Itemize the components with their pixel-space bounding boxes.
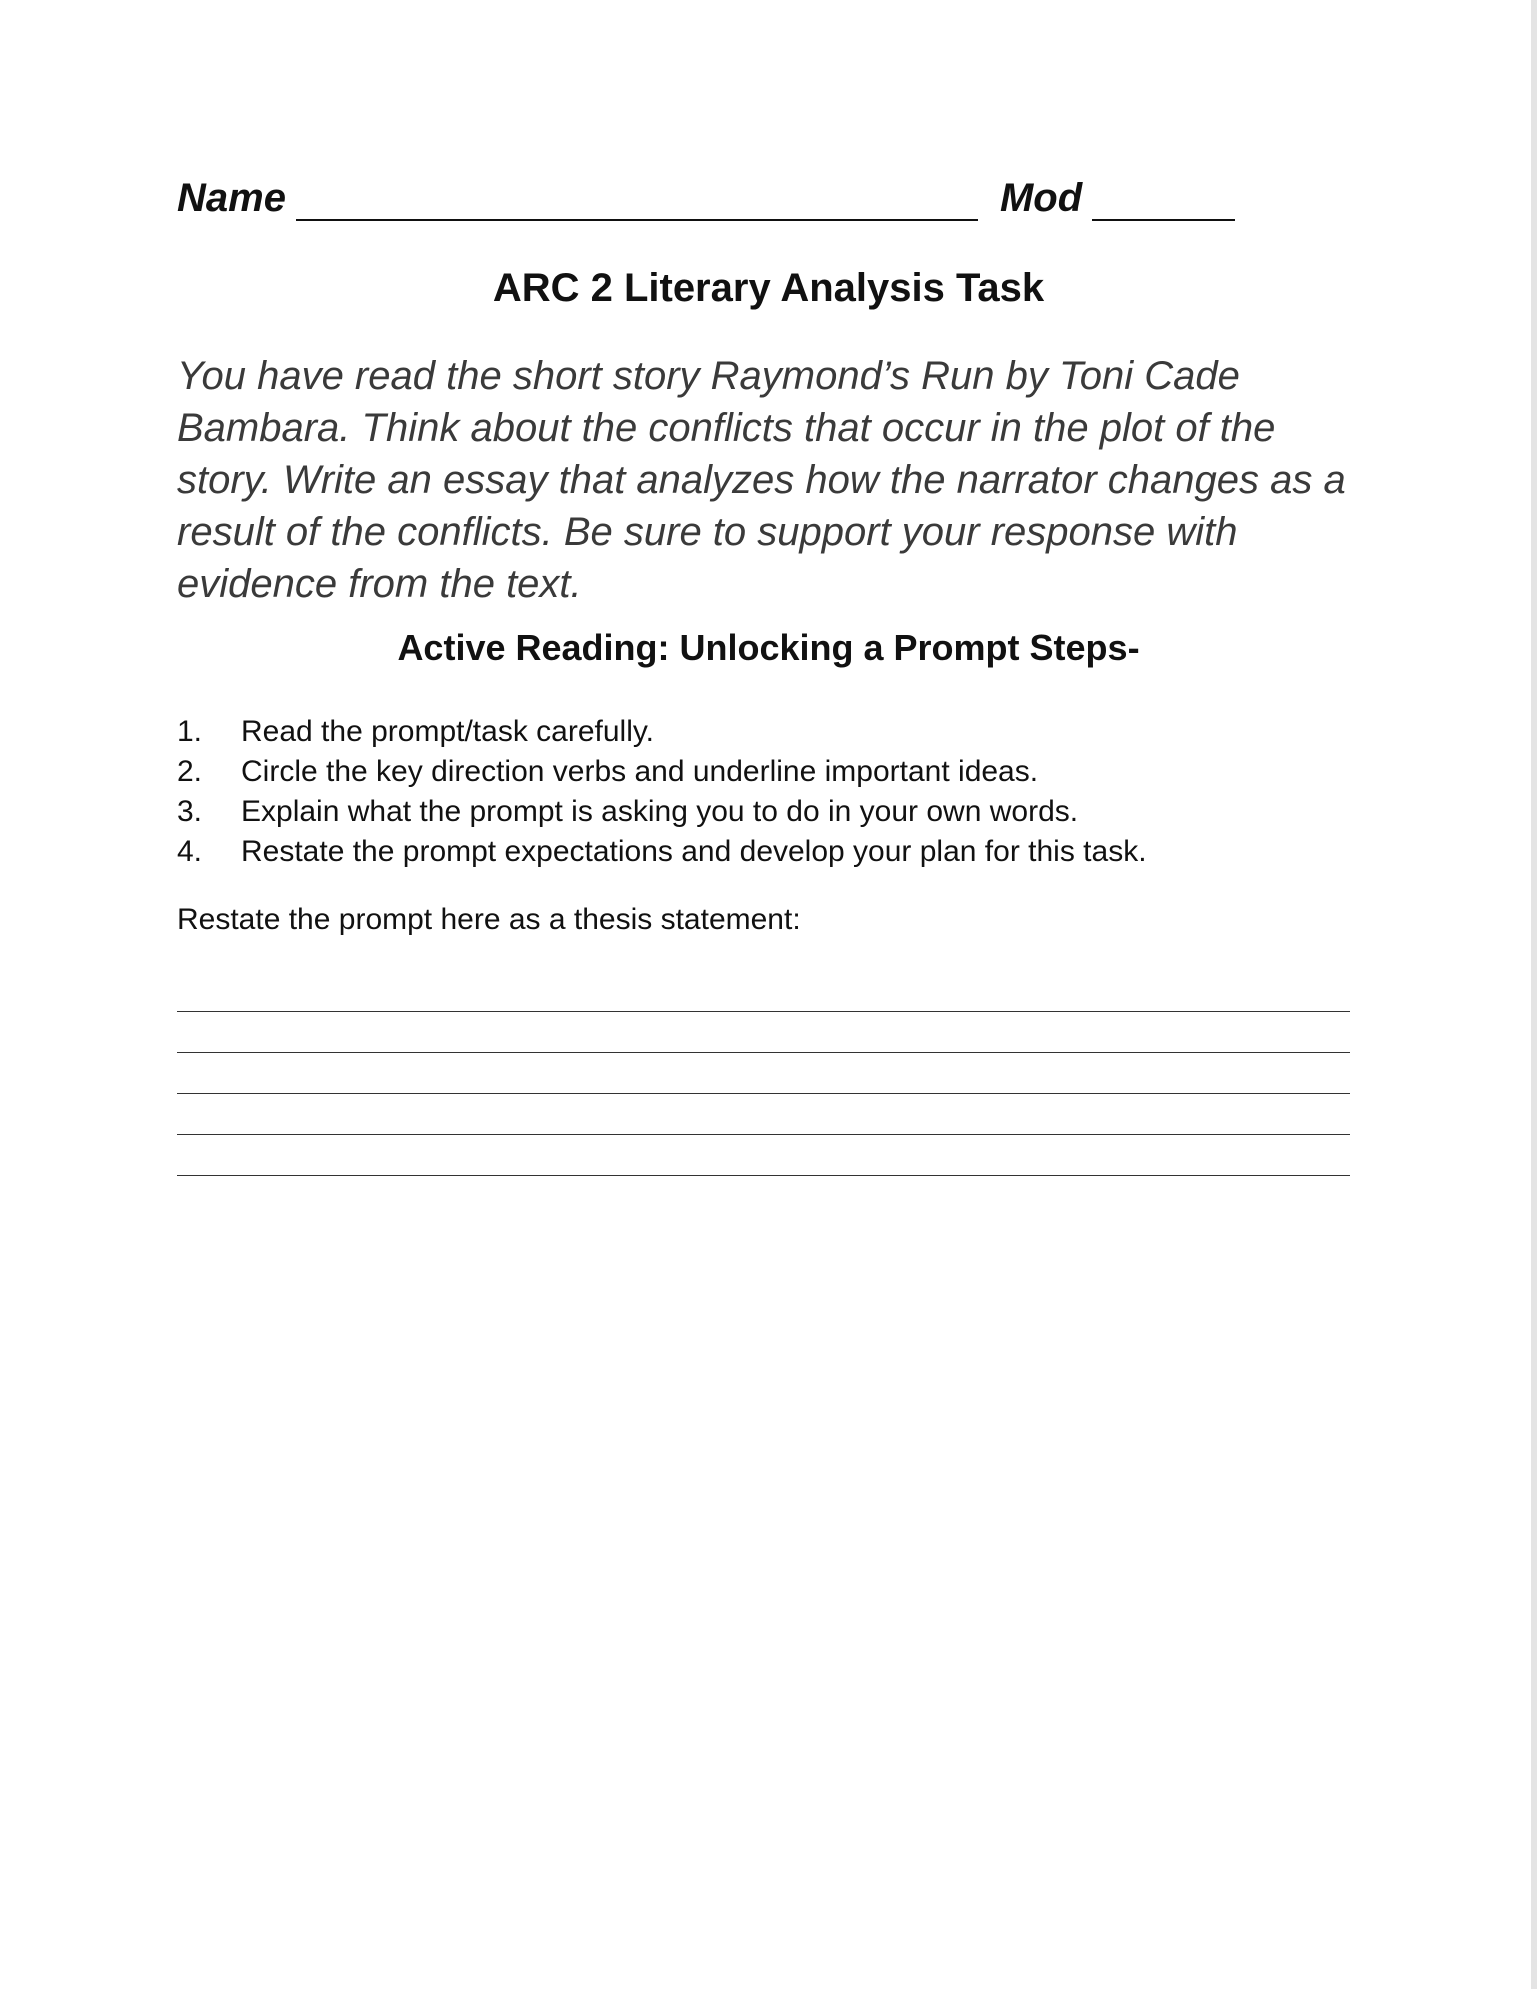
page-title: ARC 2 Literary Analysis Task bbox=[492, 266, 1045, 310]
steps-list bbox=[177, 712, 1327, 872]
step-number: 3. bbox=[177, 795, 203, 828]
step-number: 2. bbox=[177, 755, 203, 788]
list-item bbox=[177, 712, 1327, 752]
step-text: Circle the key direction verbs and underline important ideas. bbox=[241, 755, 1039, 788]
step-text: Explain what the prompt is asking you to do in your own words. bbox=[241, 795, 1079, 828]
header-line bbox=[177, 176, 1237, 236]
mod-label: Mod bbox=[999, 176, 1083, 220]
name-label: Name bbox=[177, 176, 286, 220]
task-prompt: You have read the short story Raymond’s Run by Toni Cade Bambara. Think about the conflicts that occur in the plot of the story. Write an essay that analyzes how the narrator changes as a result of the conflicts. Be sure to support your response with evidence from the text. bbox=[177, 354, 1346, 606]
thesis-prompt-label: Restate the prompt here as a thesis statement: bbox=[177, 903, 801, 936]
name-blank[interactable] bbox=[296, 183, 978, 221]
step-text: Restate the prompt expectations and develop your plan for this task. bbox=[241, 835, 1147, 868]
step-text: Read the prompt/task carefully. bbox=[241, 715, 654, 748]
thesis-writing-line[interactable] bbox=[177, 1052, 1350, 1053]
mod-blank[interactable] bbox=[1092, 183, 1235, 221]
steps-heading: Active Reading: Unlocking a Prompt Steps- bbox=[397, 627, 1140, 668]
list-item bbox=[177, 752, 1327, 792]
thesis-writing-line[interactable] bbox=[177, 1093, 1350, 1094]
list-item bbox=[177, 792, 1327, 832]
thesis-writing-line[interactable] bbox=[177, 1134, 1350, 1135]
step-number: 1. bbox=[177, 715, 203, 748]
list-item bbox=[177, 832, 1327, 872]
step-number: 4. bbox=[177, 835, 203, 868]
thesis-writing-line[interactable] bbox=[177, 1011, 1350, 1012]
thesis-writing-line[interactable] bbox=[177, 1175, 1350, 1176]
